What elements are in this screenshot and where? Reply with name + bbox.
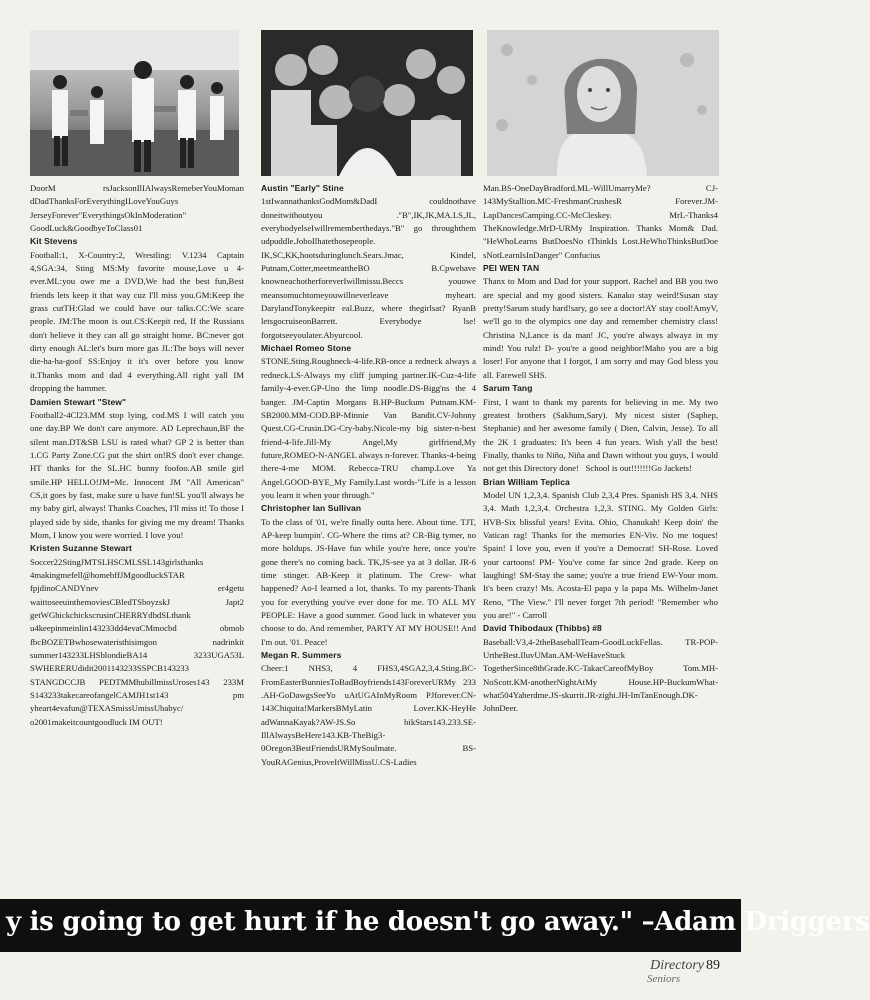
entry-text: Baseball:V3,4-2theBaseballTeam-GoodLuckFellas. TR-POP-UrtheBest.IluvUMan.AM-WeHaveStuck TogetherSince8thGrade.KC-TakacCareofMyBoy Tom.MH-NoScott.KM-anotherNightAtMy House.HP-BuckumWhat-what504Yaherdme.JS-skurrit.JR-zighi.JH-ImTanEnough.DK-JohnDeer.	[483, 636, 718, 714]
entry-text: Soccer22StingJMTSLHSCMLSSL143girlsthanks 4makingmefell@homebffJMgoodluckSTAR fpjdinoCANDYnev er4getu waittoseeuinthemoviesCBledTSboyzskJ Japt2 getWGhickchickscrusinCHERRYdbdSLthank u4keepinmeinlin143233dd4evaCMmocbd obmob fbcBOZETBwhosewateristhisimgon nadrinkit summer143233LHSblondieBA14 3233UGA53L SWHERERUdidit2001143233SSPCB143233 STANGDCCJB PEDTMMhubillmissUroses143 233M S143233takecareofangelCAMJH1st143 pm yheart4evafun@TEXASmissUmissUbabyc/ o2001makeitcountgoodluck IM OUT!	[30, 556, 244, 727]
student-name: Sarum Tang	[483, 383, 533, 394]
student-name: David Thibodaux (Thibbs) #8	[483, 623, 602, 634]
entry-text: First, I want to thank my parents for believing in me. My two greatest brothers (Sakhum,Sary). My nicest sister (Saphep, Stephanie) and her awesome family ( Dien, Calvin, Jesse). To all the 2K 1 graduates: It's been 4 fun years. Wish y'all the best! Finally, thanks to Niño, Niña and Dawn without you guys, I would not get this Directory done! School is out!!!!!!!Go Jackets!	[483, 396, 718, 474]
text-column-3	[483, 182, 718, 870]
group-of-students-photo	[261, 30, 473, 176]
page-folio	[647, 956, 720, 985]
entry-text: Thanx to Mom and Dad for your support. Rachel and BB you two are special and my good sisters. Kanako stay weird!Susan stay pretty!Sarum study hard!sary, go see a doctor!AY stay cool!AmyV, we'll go to the olympics one day and remember chemistry class! Christina N,Lance is da man! JC, you're always alwayz in my mind! You rulz! D- you're a good neighbor!Maho you are a big loser! For anyone that I forgot, I am sorry and may God bless you all. Farewell SHS.	[483, 276, 718, 380]
page-number: 89	[706, 958, 720, 973]
entry-text: Cheer:1 NHS3, 4 FHS3,4SGA2,3,4.Sting.BC-FromEasterBunniesToBadBoyfriends143ForeverURMy 233 .AH-GoDawgsSeeYo uAtUGAInMyRoom PJforever.CN-143Chiquita!MarkersBMyLatin Lover.KK-HeyHe adWannaKayak?AW-JS.So bikStars143.233.SE-IllAlwaysBeHere143.KB-TheBig3-0Oregon3BestFriendsURMySoulmate. BS-YouRAGenius,ProveItWillMissU.CS-Ladies	[261, 663, 476, 767]
entry-text: DoorM rsJacksonIlIAlwaysRemeberYouMoman dDadThanksForEverythingILoveYouGuys JerseyForever"EverythingsOkInModeration" GoodLuck&GoodbyeToClass01	[30, 183, 244, 234]
marching-band-photo	[30, 30, 239, 176]
student-name: Kristen Suzanne Stewart	[30, 543, 132, 554]
section-title: Directory	[650, 958, 704, 973]
entry-text: Model UN 1,2,3,4. Spanish Club 2,3,4 Pres. Spanish HS 3,4. NHS 3,4. Math 1,2,3,4. Orchestra 1,2,3. STING. My Golden Girls: HVB-Six blissful years! Evita. Ohio, Chanukah! Keep doin' the Vatican rag! Thanks for the memories EN-Viv. No me toques! Spain! I love you, even if you're a Democrat! SH-Rose. Loved your cartoons! PM- You've come far since 2nd grade. Keep on laughing! SM-Stay the same; you're a true friend EW-Your mom. It's been crazy! Ms. Acosta-El papa y la papa Ms. Wilhelm-Janet Reno, "The View." I'll never forget 7th period! "Remember who you are!" - Carroll	[483, 489, 718, 620]
student-name: Christopher Ian Sullivan	[261, 503, 362, 514]
section-subtitle: Seniors	[647, 973, 680, 985]
student-name: Brian William Teplica	[483, 476, 570, 487]
entry-text: STONE.Sting.Roughneck-4-life.RB-once a redneck always a redneck.LS-Always my cliff jumping partner.IK-Cuz-4-life family-4-ever.GP-Uno the limp noodle.DS-Bigg'ns the 4 banger. JM-Captin Morgans B.HP-Buckum Putnam.KM-SB2000.MM-COD.BP-Minnie Van Bandit.CV-Johnny Quest.CG-Crusin.DG-Cry-baby.Nicole-my big sister-n-best friend-4-life.Jill-My Angel,My girlfriend,My future,ROMEO-N-ANGEL always n-forever. Thanks-4-being there-4-me MOM. Rebecca-TRU champ.Love Ya Angel.GOOD-BYE_My Family.Last words-"Life is a lesson you learn it when your through."	[261, 356, 476, 500]
entry-text: Man.BS-OneDayBradford.ML-WillUmarryMe? CJ-143MyStallion.MC-FreshmanCrushesR Forever.JM-LapDancesCamping.CC-McCleskey. MrL-Thanks4 TheKnowledge.MrD-URMy Inspiration. Thanks Mom& Dad. "HeWhoLearns ButDoesNo tThinkIs Lost.HeWhoThinksButDoe sNotLearnIsInDanger" Confucius	[483, 183, 718, 260]
entry-text: Football:1, X-Country:2, Wrestling: V.1234 Captain 4,SGA:34, Sting MS:My favorite mouse,Love u 4-ever.ML:you owe me a DVD,We had the best fun,Best friends lets keep it that way cuz I'll miss you.GM:Keep the grass cutTH:Glad we could have our talks.CC:We scare people. JM:The moon is out.CS:Keepit red, If the Russians don't believe it they can all go straight home. BC:never got dirty enough AL:let's burn more gas JL:The boys will never die-ha-ha-goof SS:Enjoy it it's over before you know it.Thanks mom and dad 4 everything.All right yall IM dropping the hammer.	[30, 249, 244, 394]
entry-text: Football2-4Cl23.MM stop lying, cod.MS I will catch you one day.BP We don't care anymore. AD Leprechaun,BF the silent man.DT&SB LSU is rated what? GP 2 is better than 1.CG Party Zone.CG put the shirt on!RS don't ever change. HT thanks for the SL.HC bunny foofoo.AB smile girl smile.HP HELLO!JM=Mc. Innocent JM "All American" CS,it goes by fast, make sure u have fun!SL you'll always be my baby girl, always! Thanks Coaches, I'll miss it! To those I played side by side, thanks for giving me my dream! Thanks Mom, I know you were worried. I love you!	[30, 409, 244, 540]
student-name: Kit Stevens	[30, 236, 78, 247]
banner-quote: y is going to get hurt if he doesn't go away." –Adam Driggers	[6, 907, 870, 937]
text-column-1	[30, 182, 244, 870]
student-name: PEI WEN TAN	[483, 263, 540, 274]
student-name: Michael Romeo Stone	[261, 343, 352, 354]
senior-portrait-photo	[487, 30, 719, 176]
student-name: Austin "Early" Stine	[261, 183, 344, 193]
student-name: Damien Stewart "Stew"	[30, 396, 127, 407]
entry-text: 1stIwannathanksGodMom&DadI couldnothave doneitwithoutyou ."B",IK,JK,MA.LS,JL, everybodyelseIwillrememberthedays."B" go throughthem udpuddle.JoboIlhatethosepeople. IK,SC,KK,hootsduringlunch.Sears.Jmac, Kindel, Putnam,Cotter,meetmeattheBO B.Cpwehave knowneachotherforeverIwillmissu.Beccs youowe meansomuchtomeyouwillneverleave myheart. DarylandTonykeepitr eal.Buzz, where thegirlsat? RyanB letsgocruiseonBarrett. Everybodye lse! forgotseeyoulater.Abyurcool.	[261, 196, 476, 340]
text-column-2	[261, 182, 476, 870]
entry-text: To the class of '01, we're finally outta here. About time. TJT, AP-keep bumpin'. CG-Where the rims at? CR-Big tymer, no more holdups. JS-Have fun while you're here, once you're gone there's no coming back. TK,JS-see ya at 3 dollar. JR-6 time stinger. AB-Keep it platinum. The Crew- what happened? Ao-I learned a lot, thanks. To my parents-Thank you for everything you've ever done for me. TO ALL MY PEOPLE: Have a good summer. Good luck in whatever you choose to do. And remember, PARTY AT MY HOUSE!! And I'm out. '01. Peace!	[261, 516, 476, 647]
student-name: Megan R. Summers	[261, 650, 342, 661]
